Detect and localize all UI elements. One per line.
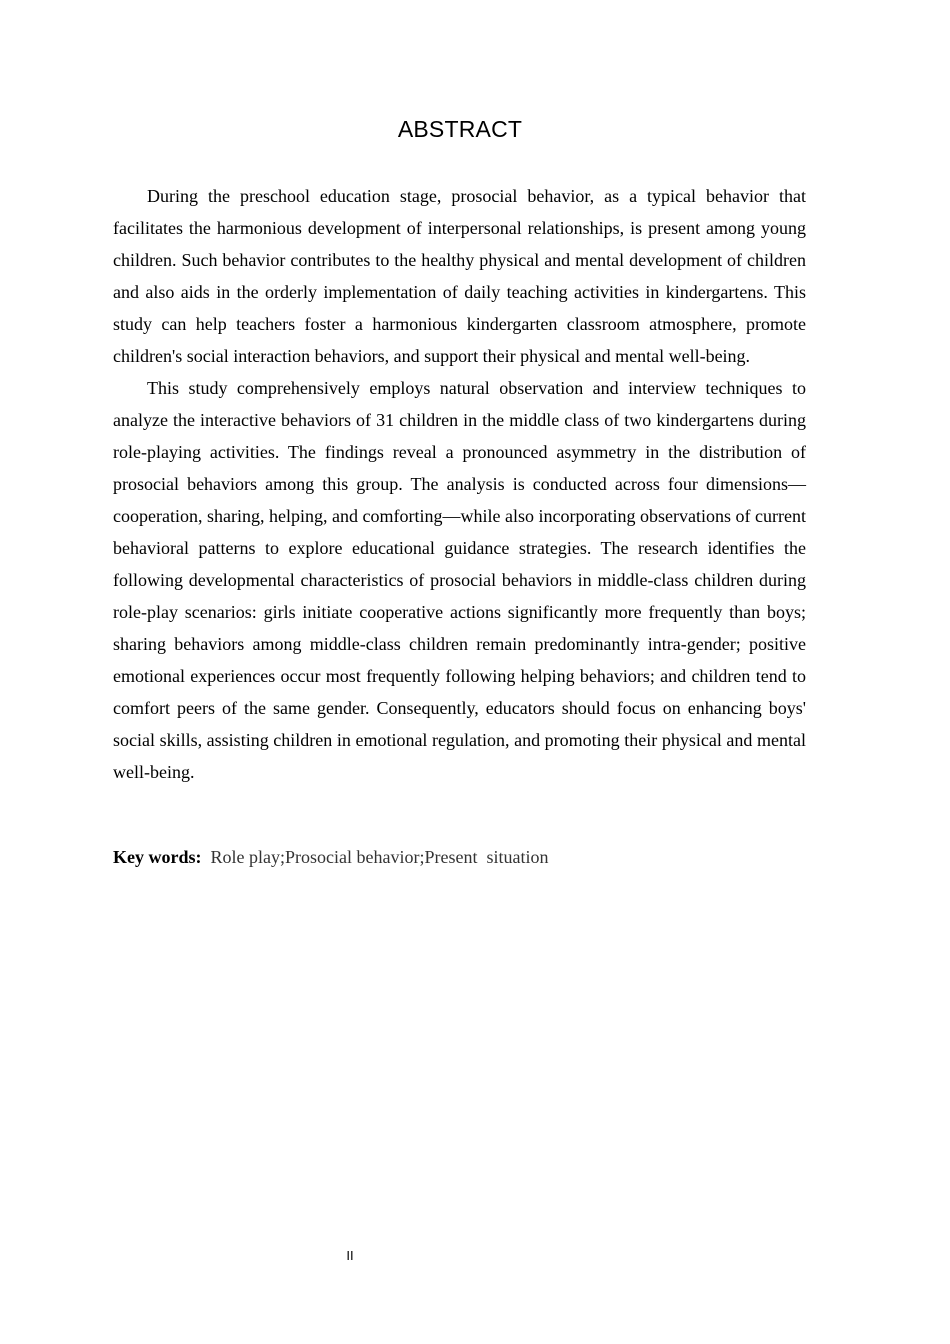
keywords-value: Role play;Prosocial behavior;Present situation <box>210 847 549 867</box>
abstract-body <box>113 180 806 788</box>
abstract-paragraph-2: This study comprehensively employs natural observation and interview techniques to analyze the interactive behaviors of 31 children in the middle class of two kindergartens during role-playing activities. The findings reveal a pronounced asymmetry in the distribution of prosocial behaviors among this group. The analysis is conducted across four dimensions—cooperation, sharing, helping, and comforting—while also incorporating observations of current behavioral patterns to explore educational guidance strategies. The research identifies the following developmental characteristics of prosocial behaviors in middle-class children during role-play scenarios: girls initiate cooperative actions significantly more frequently than boys; sharing behaviors among middle-class children remain predominantly intra-gender; positive emotional experiences occur most frequently following helping behaviors; and children tend to comfort peers of the same gender. Consequently, educators should focus on enhancing boys' social skills, assisting children in emotional regulation, and promoting their physical and mental well-being. <box>113 378 806 782</box>
abstract-paragraph-1: During the preschool education stage, prosocial behavior, as a typical behavior that facilitates the harmonious development of interpersonal relationships, is present among young children. Such behavior contributes to the healthy physical and mental development of children and also aids in the orderly implementation of daily teaching activities in kindergartens. This study can help teachers foster a harmonious kindergarten classroom atmosphere, promote children's social interaction behaviors, and support their physical and mental well-being. <box>113 186 806 366</box>
abstract-title: ABSTRACT <box>397 116 523 142</box>
keywords-label: Key words: <box>113 847 202 867</box>
page-number: II <box>346 1248 354 1263</box>
keywords-line <box>113 842 806 872</box>
